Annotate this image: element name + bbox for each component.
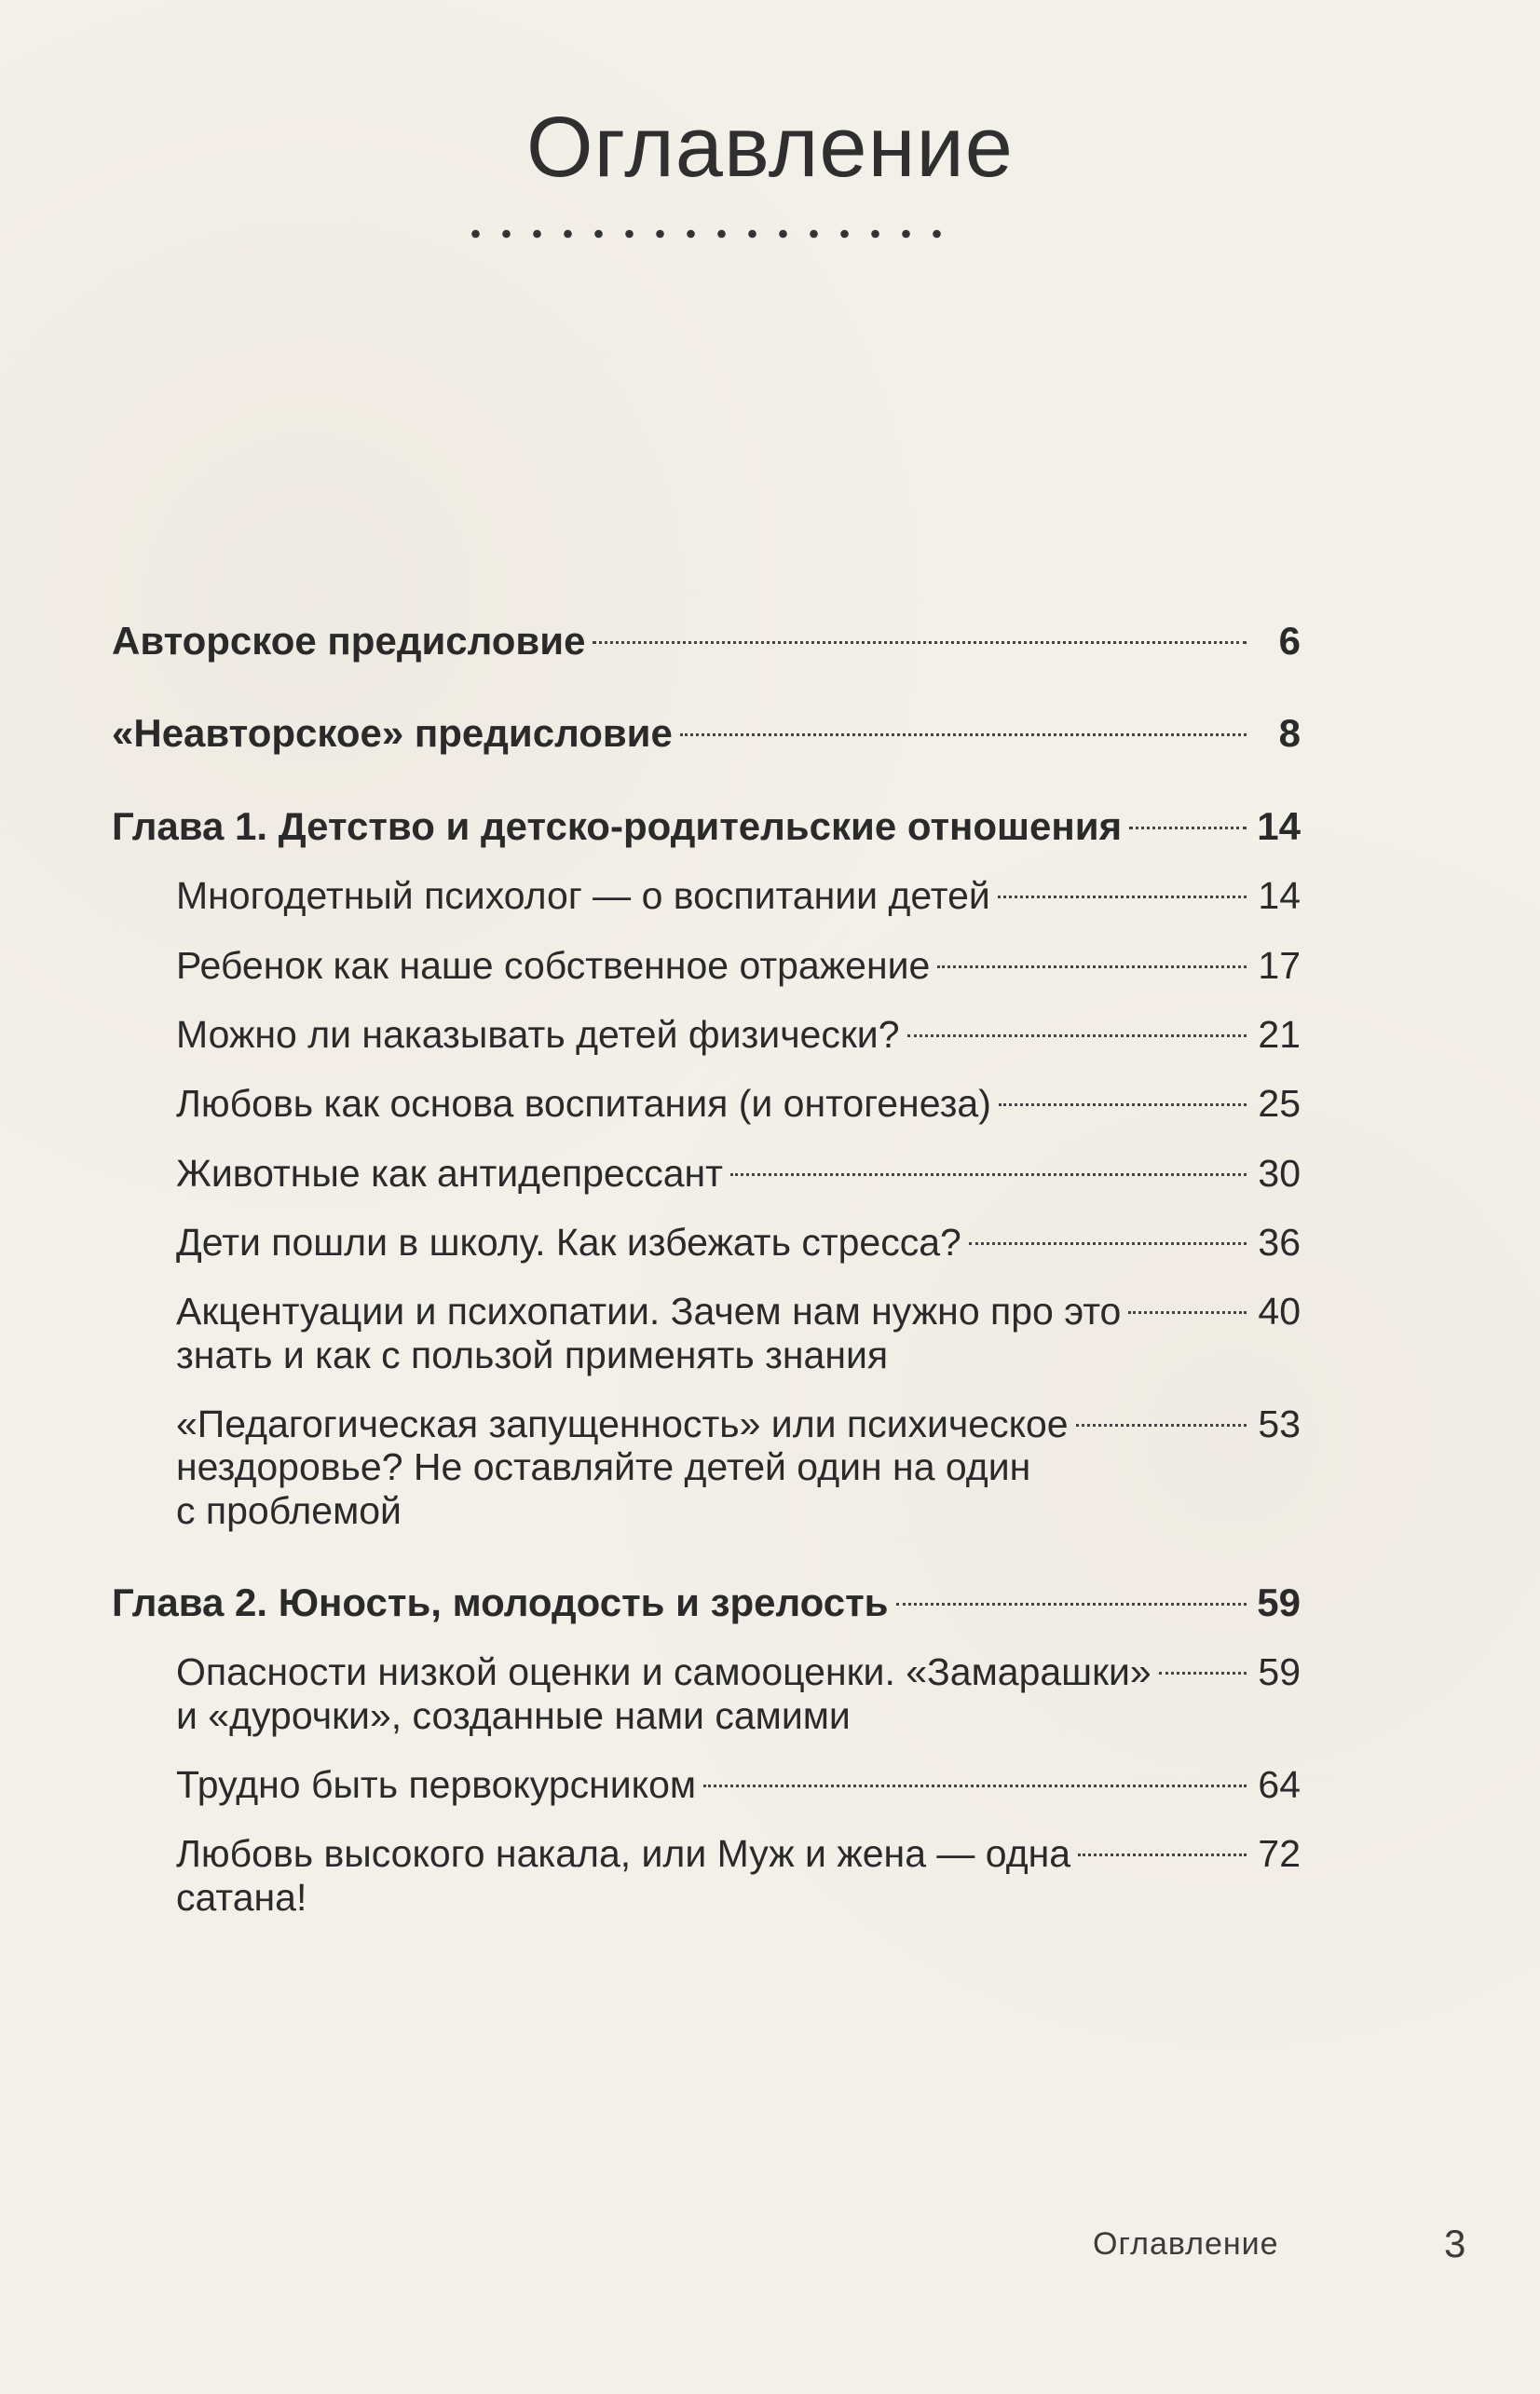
toc-subentry-label: Можно ли наказывать детей физически? bbox=[176, 1013, 900, 1057]
leader-dots bbox=[730, 1173, 1247, 1176]
spacer bbox=[112, 756, 1301, 804]
leader-dots bbox=[703, 1785, 1247, 1787]
page-number: 3 bbox=[1444, 2222, 1466, 2265]
toc-subentry[interactable] bbox=[176, 944, 1301, 987]
running-footer-label: Оглавление bbox=[1093, 2226, 1279, 2262]
toc-entry-label: «Неавторское» предисловие bbox=[112, 711, 673, 756]
spacer bbox=[112, 987, 1301, 1013]
spacer bbox=[112, 1737, 1301, 1763]
leader-dots bbox=[896, 1603, 1247, 1606]
toc-subentry[interactable] bbox=[176, 1290, 1301, 1376]
title-divider bbox=[460, 229, 952, 239]
toc-page-number: 14 bbox=[1258, 874, 1301, 918]
leader-dots bbox=[1128, 1311, 1247, 1314]
leader-dots bbox=[999, 1103, 1247, 1106]
toc-subentry[interactable] bbox=[176, 1650, 1301, 1737]
toc-entry-chapter-1[interactable] bbox=[112, 804, 1301, 848]
spacer bbox=[112, 848, 1301, 874]
toc-subentry-label: Ребенок как наше собственное отражение bbox=[176, 943, 931, 987]
leader-dots bbox=[1076, 1424, 1247, 1427]
toc-page-number: 59 bbox=[1258, 1650, 1301, 1694]
toc-subentry-label: Любовь высокого накала, или Муж и жена — одна сатана! bbox=[176, 1832, 1071, 1919]
spacer bbox=[112, 1126, 1301, 1152]
toc-entry-non-author-preface[interactable] bbox=[112, 711, 1301, 755]
toc-subentry[interactable] bbox=[176, 1221, 1301, 1264]
toc-entry-author-preface[interactable] bbox=[112, 619, 1301, 663]
toc-subentry[interactable] bbox=[176, 1832, 1301, 1919]
toc-page-number: 6 bbox=[1278, 619, 1301, 663]
toc-subentry-label: Акцентуации и психопатии. Зачем нам нужно про это знать и как с пользой применять знания bbox=[176, 1290, 1122, 1376]
toc-page-number: 36 bbox=[1258, 1221, 1301, 1264]
toc-subentry-label: Любовь как основа воспитания (и онтогенеза) bbox=[176, 1082, 991, 1126]
spacer bbox=[112, 1624, 1301, 1650]
toc-subentry-label: Дети пошли в школу. Как избежать стресса? bbox=[176, 1221, 961, 1264]
toc-entry-chapter-2[interactable] bbox=[112, 1580, 1301, 1624]
toc-subentry[interactable] bbox=[176, 1763, 1301, 1806]
table-of-contents bbox=[112, 619, 1301, 1919]
leader-dots bbox=[907, 1034, 1247, 1037]
toc-subentry[interactable] bbox=[176, 1013, 1301, 1056]
toc-page-number: 8 bbox=[1278, 711, 1301, 756]
page-title: Оглавление bbox=[526, 100, 1014, 195]
toc-subentry-label: Опасности низкой оценки и самооценки. «Замарашки» и «дурочки», созданные нами самими bbox=[176, 1650, 1152, 1737]
spacer bbox=[112, 918, 1301, 944]
toc-page-number: 21 bbox=[1258, 1013, 1301, 1057]
toc-page-number: 14 bbox=[1257, 803, 1301, 848]
spacer bbox=[112, 1532, 1301, 1580]
spacer bbox=[112, 1056, 1301, 1082]
toc-page-number: 25 bbox=[1258, 1082, 1301, 1126]
toc-subentry[interactable] bbox=[176, 1082, 1301, 1125]
spacer bbox=[112, 1376, 1301, 1402]
toc-subentry[interactable] bbox=[176, 874, 1301, 917]
leader-dots bbox=[1159, 1672, 1247, 1675]
toc-subentry[interactable] bbox=[176, 1402, 1301, 1532]
toc-entry-label: Глава 1. Детство и детско-родительские отношения bbox=[112, 803, 1123, 848]
toc-entry-label: Авторское предисловие bbox=[112, 619, 586, 663]
leader-dots bbox=[680, 733, 1247, 736]
spacer bbox=[112, 1806, 1301, 1832]
toc-subentry-label: Трудно быть первокурсником bbox=[176, 1763, 697, 1807]
toc-page-number: 30 bbox=[1258, 1151, 1301, 1195]
toc-page-number: 17 bbox=[1258, 943, 1301, 987]
toc-subentry[interactable] bbox=[176, 1152, 1301, 1195]
spacer bbox=[112, 1264, 1301, 1290]
spacer bbox=[112, 663, 1301, 711]
leader-dots bbox=[969, 1242, 1247, 1245]
leader-dots bbox=[1129, 827, 1247, 829]
toc-subentry-label: «Педагогическая запущенность» или психическое нездоровье? Не оставляйте детей один на один с проблемой bbox=[176, 1402, 1069, 1532]
toc-entry-label: Глава 2. Юность, молодость и зрелость bbox=[112, 1580, 889, 1624]
leader-dots bbox=[1078, 1854, 1247, 1856]
toc-subentry-label: Многодетный психолог — о воспитании детей bbox=[176, 874, 990, 918]
spacer bbox=[112, 1195, 1301, 1221]
toc-page-number: 53 bbox=[1258, 1402, 1301, 1445]
toc-subentry-label: Животные как антидепрессант bbox=[176, 1151, 723, 1195]
toc-page-number: 72 bbox=[1258, 1832, 1301, 1876]
leader-dots bbox=[998, 896, 1247, 898]
toc-page-number: 40 bbox=[1258, 1290, 1301, 1334]
leader-dots bbox=[937, 965, 1247, 968]
leader-dots bbox=[593, 641, 1247, 644]
toc-page-number: 64 bbox=[1258, 1763, 1301, 1807]
toc-page-number: 59 bbox=[1257, 1580, 1301, 1624]
